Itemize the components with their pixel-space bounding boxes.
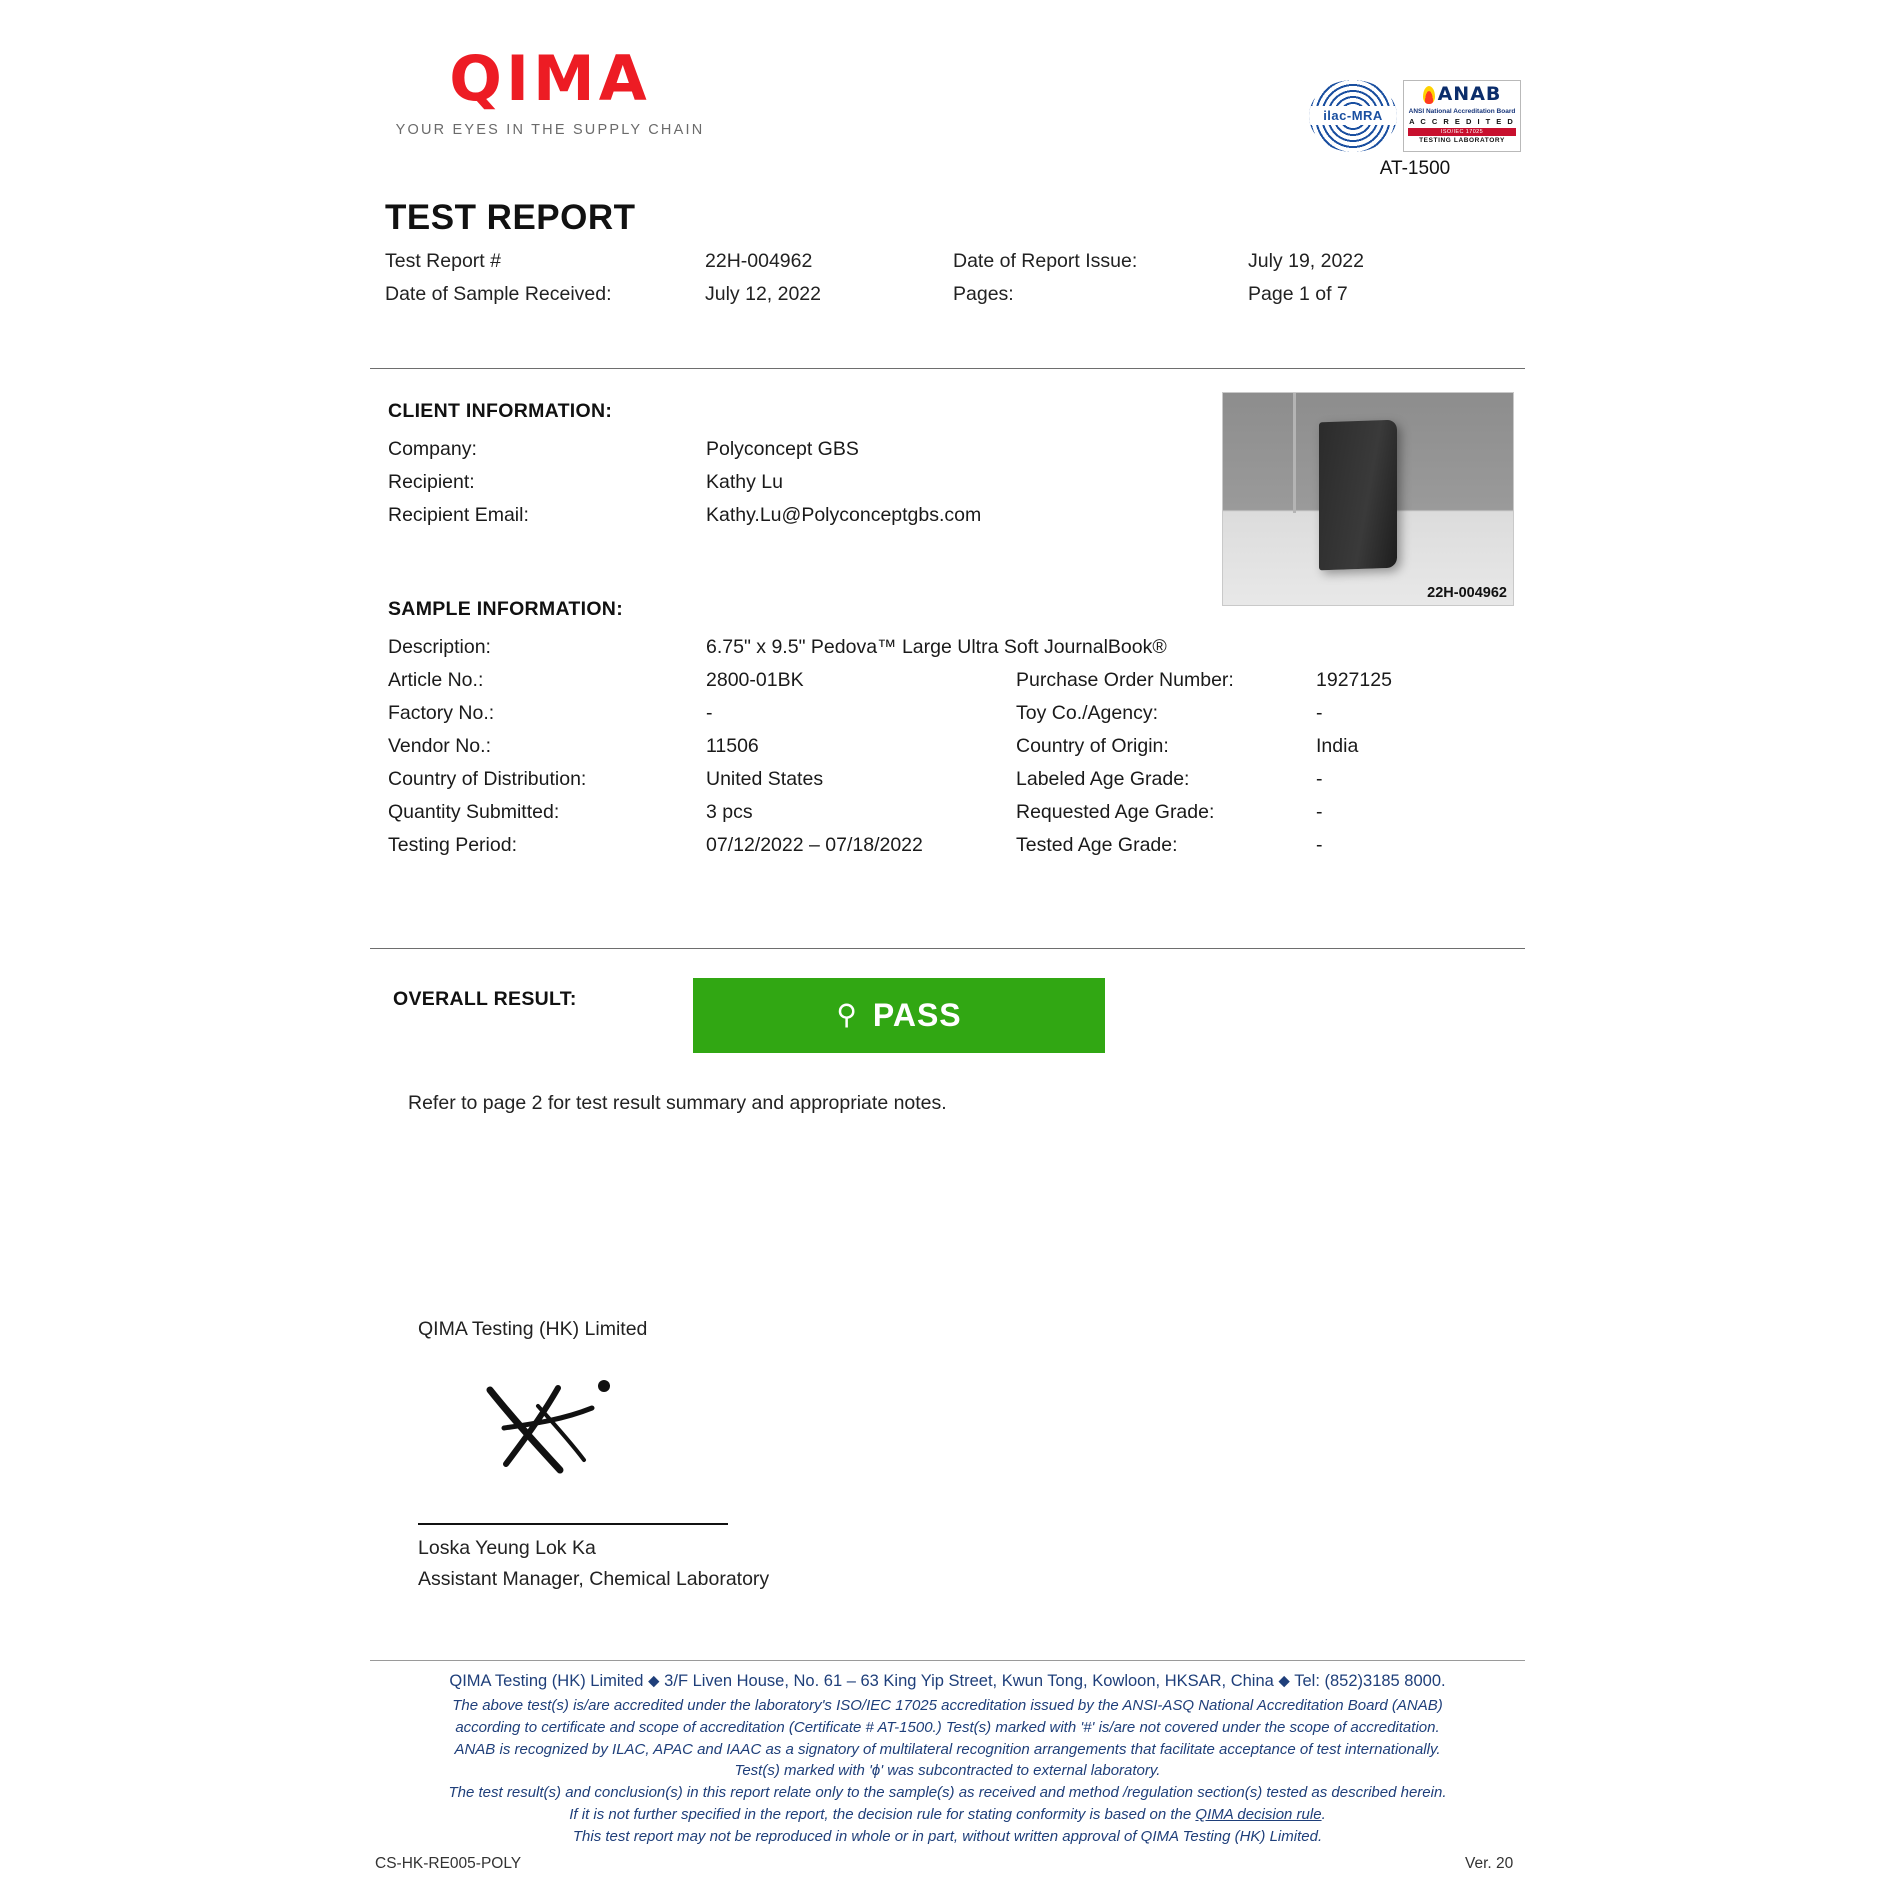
client-label: Recipient:: [388, 471, 475, 493]
sample-value-2: -: [1316, 801, 1323, 823]
client-value: Kathy.Lu@Polyconceptgbs.com: [706, 504, 982, 526]
accreditation-number: AT-1500: [1379, 158, 1451, 179]
sample-photo: [1222, 392, 1514, 606]
table-row: [388, 438, 1188, 461]
sample-value: 3 pcs: [706, 801, 753, 823]
report-meta-value-2: Page 1 of 7: [1248, 283, 1348, 305]
anab-subtitle: ANSI National Accreditation Board: [1408, 107, 1516, 115]
footer-line-5: The test result(s) and conclusion(s) in this report relate only to the sample(s) as received and method /regulation section(s) tested as described herein.: [448, 1784, 1447, 1801]
sample-value: 6.75" x 9.5" Pedova™ Large Ultra Soft JournalBook®: [706, 636, 1167, 658]
footer-line-4: Test(s) marked with 'ɸ' was subcontracted to external laboratory.: [734, 1762, 1161, 1780]
sample-label: Description:: [388, 636, 491, 658]
photo-caption: 22H-004962: [1427, 585, 1507, 601]
footer-divider: [370, 1660, 1525, 1661]
sample-information-heading: SAMPLE INFORMATION:: [388, 598, 623, 620]
qima-logo: [385, 42, 715, 138]
sample-information-table: [388, 636, 1528, 867]
sample-value-2: 1927125: [1316, 669, 1392, 691]
footer-line-6-suffix: .: [1321, 1805, 1326, 1823]
refer-note: Refer to page 2 for test result summary and appropriate notes.: [408, 1092, 947, 1114]
sample-label-2: Requested Age Grade:: [1016, 801, 1215, 823]
sample-label: Factory No.:: [388, 702, 495, 724]
sample-label-2: Tested Age Grade:: [1016, 834, 1178, 856]
overall-result-label: OVERALL RESULT:: [393, 988, 577, 1010]
signature-role: Assistant Manager, Chemical Laboratory: [418, 1568, 770, 1590]
footer-line-1: The above test(s) is/are accredited under the laboratory's ISO/IEC 17025 accreditation issued by the ANSI-ASQ National Accreditation Board (ANAB): [452, 1697, 1443, 1714]
client-value: Polyconcept GBS: [706, 438, 859, 460]
report-meta-value: 22H-004962: [705, 250, 813, 272]
client-label: Company:: [388, 438, 477, 460]
sample-label: Country of Distribution:: [388, 768, 587, 790]
footer-line-7: This test report may not be reproduced in whole or in part, without written approval of QIMA Testing (HK) Limited.: [572, 1827, 1323, 1845]
document-footer: [370, 1672, 1525, 1847]
report-meta-row: [385, 283, 1525, 306]
table-row: [388, 471, 1188, 494]
sample-value-2: -: [1316, 834, 1323, 856]
status-badge-text: PASS: [872, 997, 962, 1033]
report-meta: [385, 250, 1525, 316]
anab-standard-bar: ISO/IEC 17025: [1408, 128, 1516, 136]
accreditation-marks: [1290, 80, 1540, 180]
sample-label-2: Toy Co./Agency:: [1016, 702, 1158, 724]
report-meta-label-2: Pages:: [953, 283, 1014, 305]
client-information-heading: CLIENT INFORMATION:: [388, 400, 613, 422]
sample-label-2: Country of Origin:: [1016, 735, 1169, 757]
logo-wordmark: QIMA: [449, 42, 651, 115]
report-meta-row: [385, 250, 1525, 273]
table-row: [388, 801, 1528, 824]
sample-value: 11506: [706, 735, 759, 757]
status-badge: [693, 978, 1105, 1053]
client-information-table: [388, 438, 1188, 537]
qima-decision-rule-link[interactable]: QIMA decision rule: [1195, 1805, 1322, 1823]
footer-address: QIMA Testing (HK) Limited ⬥ 3/F Liven House, No. 61 – 63 King Yip Street, Kwun Tong, Kowloon, HKSAR, China ⬥ Tel: (852)3185 8000.: [449, 1672, 1446, 1690]
footer-line-6: [370, 1804, 1525, 1826]
divider-top: [370, 368, 1525, 369]
anab-accredited-text: A C C R E D I T E D: [1409, 116, 1515, 126]
table-row: [388, 504, 1188, 527]
signature-company: QIMA Testing (HK) Limited: [418, 1318, 648, 1340]
sample-label: Article No.:: [388, 669, 484, 691]
sample-value-2: -: [1316, 768, 1323, 790]
footer-line-2: according to certificate and scope of accreditation (Certificate # AT-1500.) Test(s) marked with '#' is/are not covered under the scope of accreditation.: [455, 1718, 1440, 1736]
sample-value: -: [706, 702, 713, 724]
magnifier-icon: ⚲: [836, 998, 857, 1030]
table-row: [388, 669, 1528, 692]
signature-line: [418, 1523, 728, 1525]
logo-tagline: YOUR EYES IN THE SUPPLY CHAIN: [395, 122, 705, 138]
flame-icon: [1423, 86, 1435, 104]
footer-line-6-prefix: If it is not further specified in the report, the decision rule for stating conformity is based on the: [569, 1805, 1196, 1823]
report-meta-label: Test Report #: [385, 250, 501, 272]
signature-name: Loska Yeung Lok Ka: [418, 1537, 596, 1559]
footer-disclaimer: [370, 1695, 1525, 1847]
table-row: [388, 636, 1528, 659]
ilac-mra-icon: [1309, 80, 1397, 152]
anab-wordmark: ANAB: [1437, 83, 1502, 105]
sample-label: Vendor No.:: [388, 735, 491, 757]
report-meta-value: July 12, 2022: [705, 283, 822, 305]
footer-version: Ver. 20: [1465, 1855, 1514, 1872]
table-row: [388, 768, 1528, 791]
sample-label: Quantity Submitted:: [388, 801, 560, 823]
sample-value: United States: [706, 768, 824, 790]
sample-value-2: -: [1316, 702, 1323, 724]
sample-label-2: Purchase Order Number:: [1016, 669, 1234, 691]
sample-label: Testing Period:: [388, 834, 517, 856]
page-title: TEST REPORT: [385, 198, 636, 237]
footer-line-3: ANAB is recognized by ILAC, APAC and IAAC as a signatory of multilateral recognition arrangements that facilitate acceptance of test internationally.: [454, 1740, 1441, 1758]
sample-label-2: Labeled Age Grade:: [1016, 768, 1190, 790]
sample-value: 07/12/2022 – 07/18/2022: [706, 834, 923, 856]
anab-logo: [1403, 80, 1521, 152]
sample-value: 2800-01BK: [706, 669, 804, 691]
report-meta-value-2: July 19, 2022: [1248, 250, 1365, 272]
photo-background-edge: [1293, 393, 1296, 513]
ilac-mra-label: ilac-MRA: [1309, 106, 1397, 125]
table-row: [388, 702, 1528, 725]
table-row: [388, 834, 1528, 857]
report-meta-label-2: Date of Report Issue:: [953, 250, 1138, 272]
footer-doc-code: CS-HK-RE005-POLY: [375, 1855, 522, 1872]
document-header: [0, 30, 1900, 179]
anab-lab-text: TESTING LABORATORY: [1419, 137, 1505, 145]
photo-journal-sample: [1319, 420, 1397, 571]
client-label: Recipient Email:: [388, 504, 529, 526]
divider-bottom: [370, 948, 1525, 949]
table-row: [388, 735, 1528, 758]
signature-mark: [480, 1368, 650, 1488]
report-meta-label: Date of Sample Received:: [385, 283, 612, 305]
sample-value-2: India: [1316, 735, 1359, 757]
client-value: Kathy Lu: [706, 471, 783, 493]
